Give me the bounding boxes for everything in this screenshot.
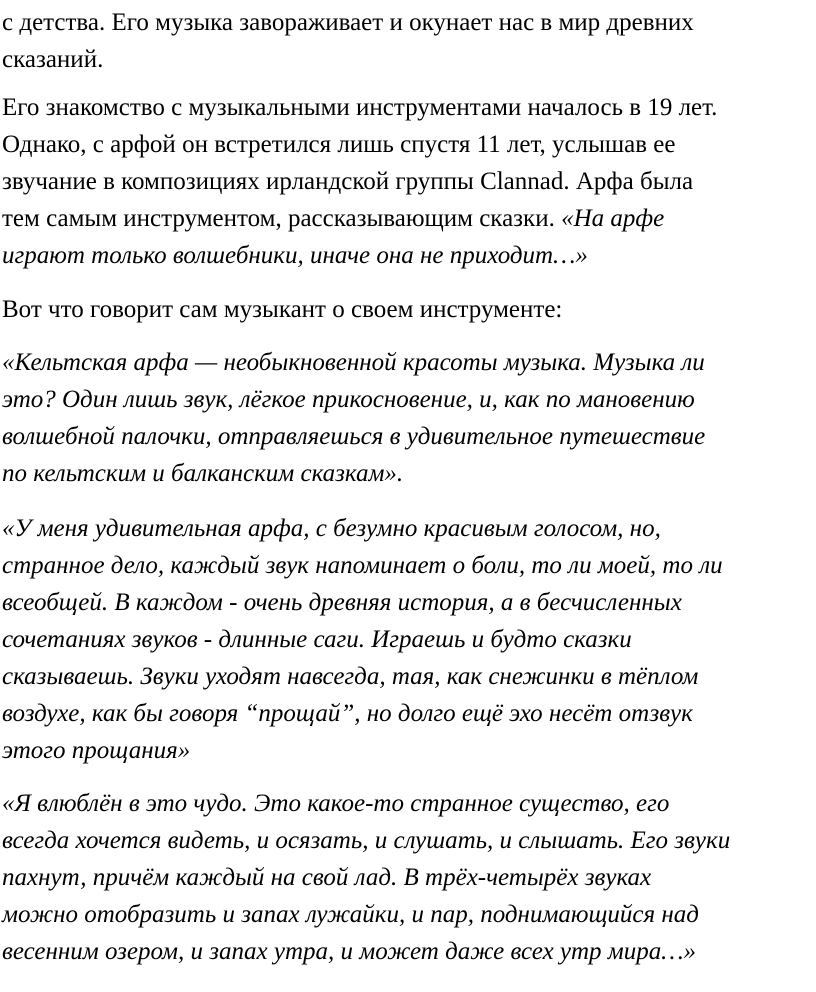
paragraph-line: сказаний.	[2, 46, 104, 73]
paragraph-1	[2, 4, 694, 78]
quote-line: по кельтским и балканским сказкам».	[2, 460, 404, 487]
normal-text: тем самым инструментом, рассказывающим сказки.	[2, 205, 562, 232]
quote-line: «Я влюблён в это чудо. Это какое-то странное существо, его	[2, 790, 670, 817]
quote-line: странное дело, каждый звук напоминает о боли, то ли моей, то ли	[2, 552, 723, 579]
quote-line: сказываешь. Звуки уходят навсегда, тая, как снежинки в тёплом	[2, 663, 699, 690]
paragraph-line-mixed	[2, 200, 717, 237]
italic-quote-text: «На арфе	[561, 205, 665, 232]
paragraph-line: с детства. Его музыка завораживает и окунает нас в мир древних	[2, 9, 694, 36]
quote-2	[2, 510, 723, 769]
quote-line: весенним озером, и запах утра, и может даже всех утр мира…»	[2, 938, 696, 965]
paragraph-line: звучание в композициях ирландской группы Clannad. Арфа была	[2, 168, 694, 195]
quote-line: сочетаниях звуков - длинные саги. Играешь и будто сказки	[2, 626, 632, 653]
paragraph-3	[2, 291, 562, 328]
quote-3	[2, 785, 730, 970]
quote-line: всеобщей. В каждом - очень древняя история, а в бесчисленных	[2, 589, 682, 616]
quote-line: волшебной палочки, отправляешься в удивительное путешествие	[2, 423, 706, 450]
quote-line: воздухе, как бы говоря “прощай”, но долго ещё эхо несёт отзвук	[2, 700, 693, 727]
quote-line: это? Один лишь звук, лёгкое прикосновение, и, как по мановению	[2, 386, 695, 413]
quote-line: можно отобразить и запах лужайки, и пар, поднимающийся над	[2, 901, 699, 928]
paragraph-2	[2, 89, 717, 274]
quote-line: этого прощания»	[2, 737, 191, 764]
paragraph-line: Вот что говорит сам музыкант о своем инструменте:	[2, 296, 563, 323]
quote-1	[2, 344, 705, 492]
quote-line: «У меня удивительная арфа, с безумно красивым голосом, но,	[2, 515, 661, 542]
quote-line: «Кельтская арфа — необыкновенной красоты музыка. Музыка ли	[2, 349, 705, 376]
paragraph-line: Однако, с арфой он встретился лишь спустя 11 лет, услышав ее	[2, 131, 676, 158]
quote-line: пахнут, причём каждый на свой лад. В трёх-четырёх звуках	[2, 864, 652, 891]
paragraph-line: Его знакомство с музыкальными инструментами началось в 19 лет.	[2, 94, 718, 121]
quote-line: всегда хочется видеть, и осязать, и слушать, и слышать. Его звуки	[2, 827, 731, 854]
paragraph-line-italic: играют только волшебники, иначе она не приходит…»	[2, 242, 588, 269]
